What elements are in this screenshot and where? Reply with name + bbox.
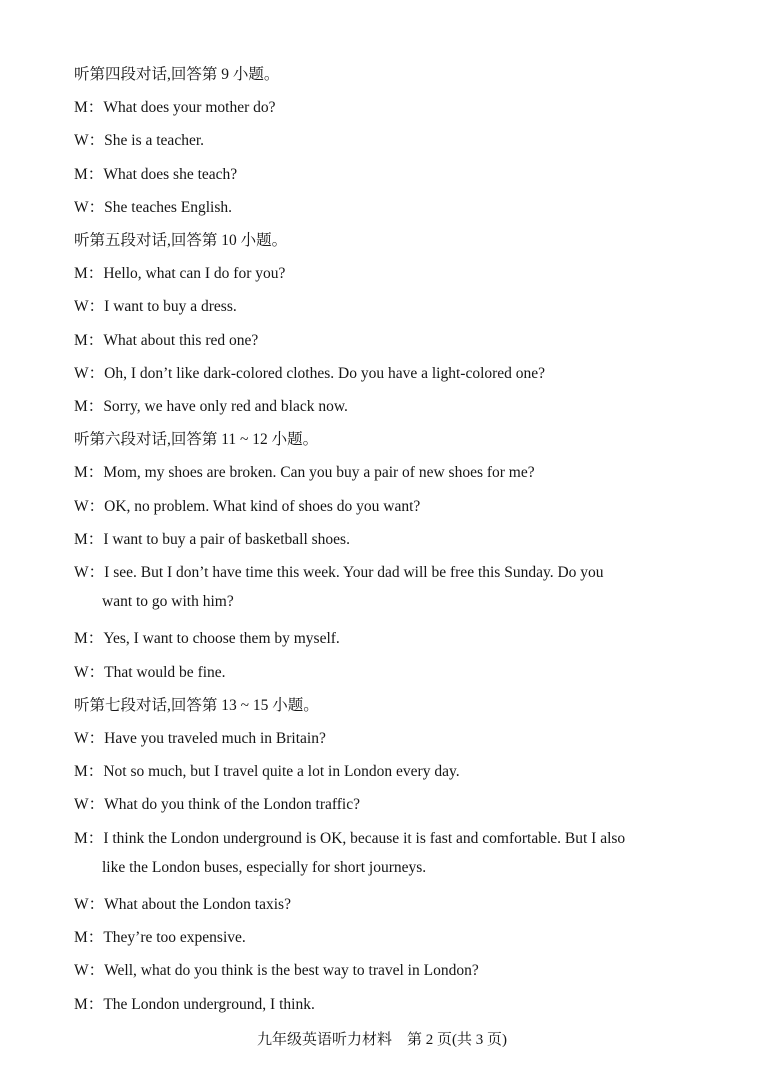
line-text: The London underground, I think. — [103, 996, 315, 1013]
dialogue-line — [74, 826, 625, 848]
dialogue-line — [74, 792, 360, 814]
speaker-colon: ： — [87, 996, 104, 1013]
page-footer: 九年级英语听力材料 第 2 页(共 3 页) — [257, 1032, 507, 1048]
speaker-colon: ： — [88, 962, 105, 979]
dialogue-line — [74, 128, 204, 150]
section-heading — [74, 427, 318, 449]
dialogue-continuation — [102, 593, 234, 611]
speaker-label: M — [74, 464, 88, 481]
speaker-colon: ： — [87, 464, 104, 481]
line-text: Well, what do you think is the best way to travel in London? — [104, 962, 479, 979]
speaker-colon: ： — [87, 99, 104, 116]
line-text: What about the London taxis? — [104, 896, 291, 913]
speaker-label: W — [74, 199, 89, 216]
speaker-label: W — [74, 365, 89, 382]
dialogue-line — [74, 626, 340, 648]
speaker-label: W — [74, 796, 89, 813]
speaker-label: W — [74, 896, 89, 913]
dialogue-line — [74, 726, 326, 748]
speaker-label: M — [74, 830, 88, 847]
speaker-colon: ： — [88, 132, 105, 149]
line-text: 听第七段对话,回答第 13 ~ 15 小题。 — [74, 697, 319, 714]
speaker-colon: ： — [87, 929, 104, 946]
dialogue-line — [74, 892, 291, 914]
line-text: Sorry, we have only red and black now. — [103, 398, 348, 415]
speaker-colon: ： — [88, 564, 105, 581]
speaker-label: W — [74, 298, 89, 315]
dialogue-line — [74, 759, 460, 781]
dialogue-line — [74, 328, 258, 350]
speaker-colon: ： — [87, 265, 104, 282]
speaker-colon: ： — [88, 730, 105, 747]
line-text: I want to buy a dress. — [104, 298, 237, 315]
dialogue-line — [74, 162, 237, 184]
section-heading — [74, 62, 279, 84]
dialogue-line — [74, 660, 226, 682]
line-text: That would be fine. — [104, 664, 226, 681]
line-text: Not so much, but I travel quite a lot in London every day. — [103, 763, 460, 780]
speaker-label: M — [74, 996, 88, 1013]
line-text: Oh, I don’t like dark-colored clothes. Do you have a light-colored one? — [104, 365, 546, 382]
speaker-colon: ： — [87, 398, 104, 415]
line-text: want to go with him? — [102, 593, 234, 610]
speaker-label: W — [74, 132, 89, 149]
dialogue-line — [74, 394, 348, 416]
speaker-label: M — [74, 99, 88, 116]
speaker-colon: ： — [88, 896, 105, 913]
speaker-colon: ： — [88, 365, 105, 382]
speaker-colon: ： — [88, 199, 105, 216]
speaker-label: M — [74, 398, 88, 415]
dialogue-line — [74, 261, 285, 283]
speaker-colon: ： — [87, 763, 104, 780]
line-text: She is a teacher. — [104, 132, 205, 149]
line-text: I think the London underground is OK, because it is fast and comfortable. But I also — [103, 830, 626, 847]
speaker-label: M — [74, 929, 88, 946]
line-text: 听第五段对话,回答第 10 小题。 — [74, 232, 288, 249]
line-text: Have you traveled much in Britain? — [104, 730, 326, 747]
speaker-label: W — [74, 962, 89, 979]
line-text: Yes, I want to choose them by myself. — [103, 630, 340, 647]
speaker-label: M — [74, 531, 88, 548]
speaker-label: M — [74, 763, 88, 780]
speaker-label: W — [74, 730, 89, 747]
dialogue-line — [74, 527, 350, 549]
speaker-colon: ： — [87, 166, 104, 183]
line-text: They’re too expensive. — [103, 929, 246, 946]
speaker-colon: ： — [87, 332, 104, 349]
dialogue-line — [74, 95, 276, 117]
speaker-colon: ： — [88, 498, 105, 515]
speaker-label: M — [74, 630, 88, 647]
dialogue-line — [74, 958, 479, 980]
dialogue-line — [74, 361, 545, 383]
dialogue-line — [74, 560, 604, 582]
dialogue-continuation — [102, 859, 426, 877]
speaker-colon: ： — [88, 664, 105, 681]
line-text: I want to buy a pair of basketball shoes. — [103, 531, 350, 548]
dialogue-line — [74, 460, 535, 482]
line-text: What about this red one? — [103, 332, 259, 349]
dialogue-line — [74, 294, 237, 316]
section-heading — [74, 693, 319, 715]
line-text: Mom, my shoes are broken. Can you buy a pair of new shoes for me? — [103, 464, 535, 481]
speaker-label: W — [74, 664, 89, 681]
speaker-label: W — [74, 564, 89, 581]
line-text: like the London buses, especially for short journeys. — [102, 859, 427, 876]
speaker-label: M — [74, 332, 88, 349]
speaker-colon: ： — [87, 630, 104, 647]
speaker-label: W — [74, 498, 89, 515]
speaker-colon: ： — [87, 830, 104, 847]
speaker-colon: ： — [88, 796, 105, 813]
line-text: OK, no problem. What kind of shoes do you want? — [104, 498, 421, 515]
dialogue-line — [74, 494, 420, 516]
dialogue-line — [74, 925, 246, 947]
section-heading — [74, 228, 287, 250]
line-text: She teaches English. — [104, 199, 233, 216]
speaker-colon: ： — [88, 298, 105, 315]
line-text: What do you think of the London traffic? — [104, 796, 360, 813]
line-text: What does your mother do? — [103, 99, 276, 116]
dialogue-line — [74, 195, 232, 217]
line-text: What does she teach? — [103, 166, 238, 183]
line-text: Hello, what can I do for you? — [103, 265, 286, 282]
line-text: I see. But I don’t have time this week. Your dad will be free this Sunday. Do you — [104, 564, 604, 581]
speaker-colon: ： — [87, 531, 104, 548]
dialogue-line — [74, 992, 315, 1014]
speaker-label: M — [74, 265, 88, 282]
line-text: 听第四段对话,回答第 9 小题。 — [74, 66, 280, 83]
line-text: 听第六段对话,回答第 11 ~ 12 小题。 — [74, 431, 319, 448]
speaker-label: M — [74, 166, 88, 183]
